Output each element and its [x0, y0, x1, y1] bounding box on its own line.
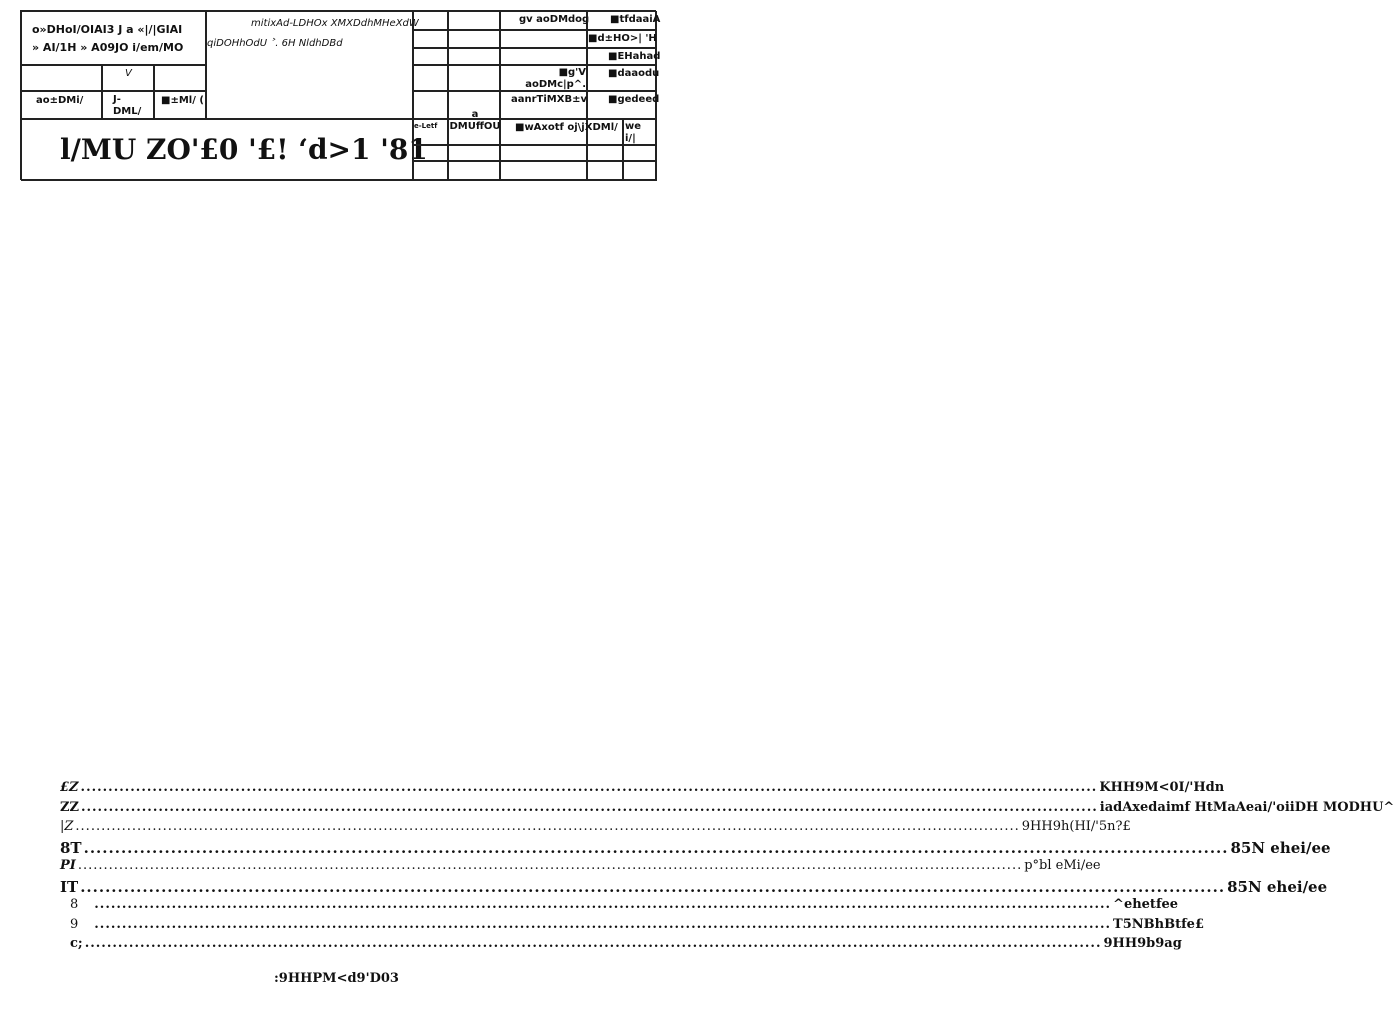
- toc-label: IT: [60, 877, 79, 896]
- grid-r8-c4: [587, 161, 623, 181]
- cell-a-text: ao±DMi/: [36, 95, 84, 106]
- header-line-1: o»DHoI/OIAI3 J a «|/|GIAI: [32, 23, 183, 36]
- grid-r1-c3: [500, 11, 590, 30]
- header-italic-1: mitixAd-LDHOx XMXDdhMHeXdW: [251, 18, 419, 29]
- toc-leader: [84, 839, 1229, 857]
- small-letf: e-Letf: [414, 122, 438, 130]
- grid-r6-c3-text: we i/|: [625, 121, 642, 144]
- toc-value: 85N ehei/ee: [1230, 838, 1331, 857]
- grid-r8-c2: [448, 161, 500, 181]
- toc-label: 9: [70, 916, 79, 932]
- toc-value: KHH9M<0I/'Hdn: [1099, 780, 1225, 795]
- toc-leader: [75, 819, 1019, 834]
- grid-r5-c1: [413, 91, 448, 119]
- grid-r5-c3: [500, 91, 587, 119]
- toc-value: 9HH9b9ag: [1103, 936, 1182, 951]
- toc-row: [60, 780, 1225, 800]
- grid-r2-c2: [448, 30, 500, 48]
- grid-r8-c5: [623, 161, 657, 181]
- grid-r7-c1: [413, 145, 448, 161]
- grid-r4-c2: [448, 65, 500, 91]
- v-mark: V: [125, 68, 132, 79]
- grid-r3-c4: [587, 48, 661, 65]
- grid-r3-c4-text: ■EHahad: [608, 51, 661, 62]
- toc-label: |Z: [60, 819, 74, 834]
- grid-r6-c2: [448, 109, 501, 145]
- grid-r5-c3-text: aanrTiMXB±v: [511, 94, 587, 105]
- grid-r6-c1-text: a DMUffOU: [449, 109, 501, 132]
- toc-label: 8: [70, 897, 79, 912]
- grid-r3-c3: [500, 48, 587, 65]
- grid-r2-c4: [587, 30, 657, 48]
- grid-r8-c1: [413, 161, 448, 181]
- grid-r8-c3: [500, 161, 587, 181]
- grid-r4-c3: [500, 65, 587, 91]
- blank-cell-1: [21, 65, 102, 91]
- toc-row: [60, 819, 1131, 839]
- toc-row: [60, 916, 1204, 937]
- toc-leader: [81, 800, 1098, 815]
- grid-r1-c4: [587, 11, 661, 30]
- grid-r4-c1: [413, 65, 448, 91]
- grid-r1-c3-text: gv aoDMdog: [519, 14, 590, 25]
- toc-value: 85N ehei/ee: [1227, 877, 1328, 896]
- grid-r5-c4-text: ■gedeed: [608, 94, 660, 105]
- toc-row: [60, 858, 1101, 878]
- toc-label: c;: [70, 936, 83, 951]
- toc-label: ZZ: [60, 799, 79, 815]
- grid-r2-c1: [413, 30, 448, 48]
- grid-r1-c2: [448, 11, 500, 30]
- toc-leader: [85, 936, 1102, 951]
- grid-r4-c3-text: ■g'V aoDMc|p^.: [525, 67, 586, 90]
- grid-r4-c4-text: ■daaodu: [608, 68, 660, 79]
- big-title: l/MU ZO'£0 '£! ‘d>1 '81: [60, 133, 428, 166]
- header-italic-2: qiDOHhOdU ˃. 6H NldhDBd: [207, 38, 343, 49]
- toc-label: 8T: [60, 838, 82, 857]
- grid-r3-c2: [448, 48, 500, 65]
- header-italic-cell: [206, 11, 419, 119]
- v-mark-cell: [102, 65, 154, 91]
- toc-label: PI: [60, 858, 76, 873]
- grid-r2-c4-text: ■d±HO>| 'H: [588, 33, 657, 44]
- grid-r1-c1: [413, 11, 448, 30]
- grid-r6-c1: [413, 119, 448, 145]
- toc-value: ^ehetfee: [1113, 897, 1179, 912]
- grid-r4-c4: [587, 65, 660, 91]
- header-line-2: » AI/1H » A09JO i/em/MO: [32, 41, 184, 54]
- grid-r2-c3: [500, 30, 587, 48]
- grid-r6-c5: [623, 119, 657, 145]
- toc-leader: [94, 897, 1111, 912]
- toc-leader: [80, 878, 1225, 896]
- cell-c: [154, 91, 206, 119]
- toc-leader: [81, 780, 1098, 795]
- toc-row: [60, 799, 1394, 820]
- blank-cell-2: [154, 65, 206, 91]
- cell-c-text: ■±Ml/ (: [161, 95, 204, 106]
- toc-value: iadAxedaimf HtMaAeai/'oiiDH MODHU^: [1099, 799, 1394, 815]
- grid-r6-c2-text: ■wAxotf oj\jXDMl/: [515, 122, 618, 133]
- cell-b-text: J- DML/: [113, 94, 142, 117]
- grid-r7-c4: [587, 145, 623, 161]
- grid-r7-c2: [448, 145, 500, 161]
- toc-row: [60, 838, 1331, 859]
- grid-r5-c4: [587, 91, 660, 119]
- page-footer: :9HHPM<d9'D03: [274, 971, 399, 986]
- toc-leader: [94, 917, 1111, 932]
- grid-r6-c3: [500, 119, 618, 145]
- title-block-table: [20, 10, 661, 180]
- header-title-cell: [21, 11, 206, 65]
- grid-r1-c4-text: ■tfdaaiA: [610, 14, 661, 25]
- toc-label: £Z: [60, 780, 79, 795]
- grid-r3-c1: [413, 48, 448, 65]
- grid-r7-c3: [500, 145, 587, 161]
- grid-r7-c5: [623, 145, 657, 161]
- toc-value: 9HH9h(HI/'5n?£: [1021, 819, 1131, 834]
- toc-value: p°bl eMi/ee: [1024, 858, 1101, 873]
- table-of-contents: [60, 780, 1394, 956]
- toc-leader: [78, 858, 1022, 873]
- toc-value: T5NBhBtfe£: [1113, 916, 1204, 932]
- toc-row: [60, 936, 1182, 956]
- cell-b: [102, 91, 154, 119]
- cell-a: [21, 91, 102, 119]
- toc-row: [60, 897, 1179, 917]
- toc-row: [60, 877, 1328, 898]
- grid-r6-c4: [587, 119, 623, 145]
